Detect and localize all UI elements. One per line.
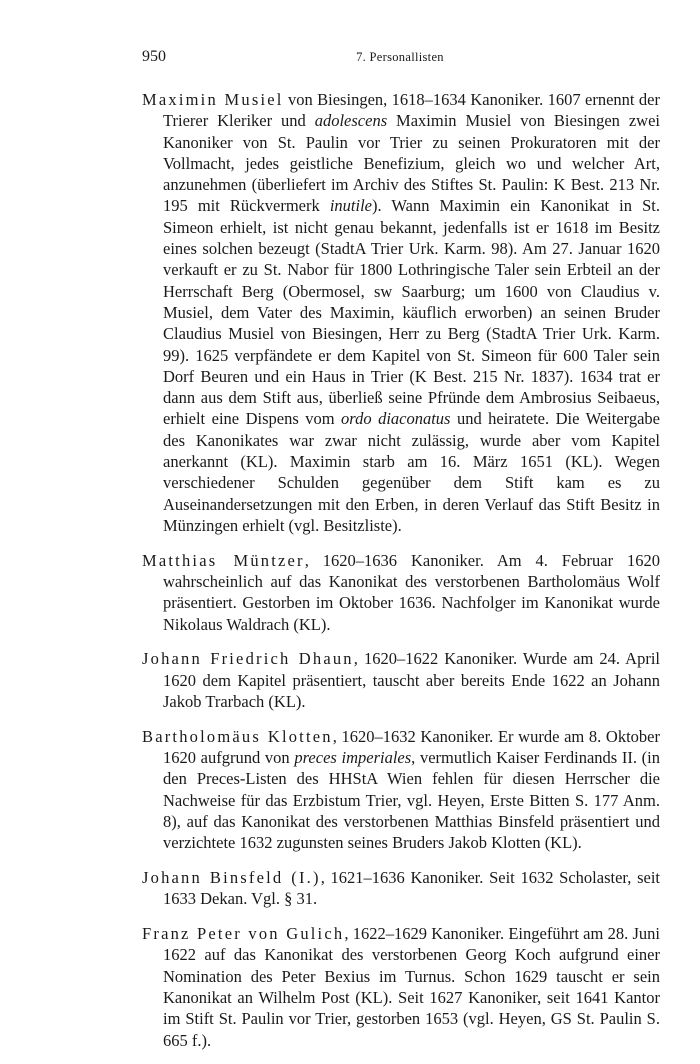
- entry-latin-term: adolescens: [314, 111, 388, 131]
- entry-text: von Biesingen, 1618–1634 Kanoniker. 1607 ernennt der Trierer Kleriker und: [163, 90, 660, 131]
- list-item: [142, 726, 660, 854]
- entry-text: , 1620–1622 Kanoniker. Wurde am 24. April 1620 dem Kapitel präsentiert, tauscht aber bereits Ende 1622 an Johann Jakob Trarbach (KL).: [163, 649, 660, 712]
- entry-text: , 1622–1629 Kanoniker. Eingeführt am 28. Juni 1622 auf das Kanonikat des verstorbenen Georg Koch aufgrund einer Nomination des Peter Bexius im Turnus. Schon 1629 tauscht er sein Kanonikat an Wilhelm Post (KL). Seit 1627 Kanoniker, seit 1641 Kantor im Stift St. Paulin vor Trier, gestorben 1653 (vgl. Heyen, GS St. Paulin S. 665 f.).: [163, 924, 660, 1050]
- entry-latin-term: inutile: [329, 196, 372, 216]
- entry-name: Maximin Musiel: [142, 90, 284, 109]
- page-number: 950: [142, 48, 166, 65]
- page-header: [142, 48, 658, 70]
- entry-text: , 1620–1632 Kanoniker. Er wurde am 8. Oktober 1620 aufgrund von: [163, 726, 660, 768]
- list-item: [142, 648, 660, 712]
- list-item: [142, 89, 660, 536]
- entry-text: Maximin Musiel von Biesingen zwei Kanoniker von St. Paulin vor Trier zu seinen Prokuratoren mit der Vollmacht, jedes geistliche Benefizium, gleich wo und welcher Art, anzunehmen (überliefert im Archiv des Stiftes St. Paulin: K Best. 213 Nr. 195 mit Rückvermerk: [163, 111, 660, 216]
- entry-name: Matthias Müntzer: [142, 550, 305, 570]
- entry-latin-term: ordo diaconatus: [341, 409, 451, 429]
- running-head: 7. Personallisten: [356, 50, 444, 64]
- entry-text: , 1620–1636 Kanoniker. Am 4. Februar 1620 wahrscheinlich auf das Kanonikat des verstorbenen Bartholomäus Wolf präsentiert. Gestorben im Oktober 1636. Nachfolger im Kanonikat wurde Nikolaus Waldrach (KL).: [163, 550, 661, 634]
- entry-name: Franz Peter von Gulich: [142, 924, 345, 944]
- entry-list: [142, 89, 660, 1064]
- entry-text: und heiratete. Die Weitergabe des Kanonikates war zwar nicht zulässig, wurde aber vom Kapitel anerkannt (KL). Maximin starb am 16. März 1651 (KL). Wegen verschiedener Schulden gegenüber dem Stift kam es zu Auseinandersetzungen mit den Erben, in deren Verlauf das Stift Besitz in Münzingen erhielt (vgl. Besitzliste).: [163, 409, 660, 535]
- list-item: [142, 923, 660, 1051]
- entry-text: , 1621–1636 Kanoniker. Seit 1632 Scholaster, seit 1633 Dekan. Vgl. § 31.: [163, 868, 660, 909]
- entry-name: Bartholomäus Klotten: [142, 726, 333, 746]
- list-item: [142, 550, 660, 635]
- entry-text: , vermutlich Kaiser Ferdinands II. (in den Preces-Listen des HHStA Wien fehlen für diesen Herrscher die Nachweise für das Erzbistum Trier, vgl. Heyen, Erste Bitten S. 177 Anm. 8), auf das Kanonikat des verstorbenen Matthias Binsfeld präsentiert und verzichtete 1632 zugunsten seines Bruders Jakob Klotten (KL).: [163, 748, 660, 853]
- entry-name: Johann Binsfeld (I.): [142, 868, 321, 888]
- entry-name: Johann Friedrich Dhaun: [142, 649, 354, 669]
- list-item: [142, 867, 660, 910]
- entry-latin-term: preces imperiales: [294, 748, 412, 768]
- entry-text: ). Wann Maximin ein Kanonikat in St. Simeon erhielt, ist nicht genau bekannt, jedenfalls ist er 1618 im Besitz eines solchen bezeugt (StadtA Trier Urk. Karm. 98). Am 27. Januar 1620 verkauft er zu St. Nabor für 1800 Lothringische Taler sein Erbteil an der Herrschaft Berg (Obermosel, sw Saarburg; um 1600 von Claudius v. Musiel, dem Vater des Maximin, käuflich erworben) an seinen Bruder Claudius Musiel von Biesingen, Herr zu Berg (StadtA Trier Urk. Karm. 99). 1625 verpfändete er dem Kapitel von St. Simeon für 600 Taler sein Dorf Beuren und ein Haus in Trier (K Best. 215 Nr. 1837). 1634 trat er dann aus dem Stift aus, überließ seine Pfründe dem Ambrosius Seibaeus, erhielt eine Dispens vom: [163, 196, 660, 429]
